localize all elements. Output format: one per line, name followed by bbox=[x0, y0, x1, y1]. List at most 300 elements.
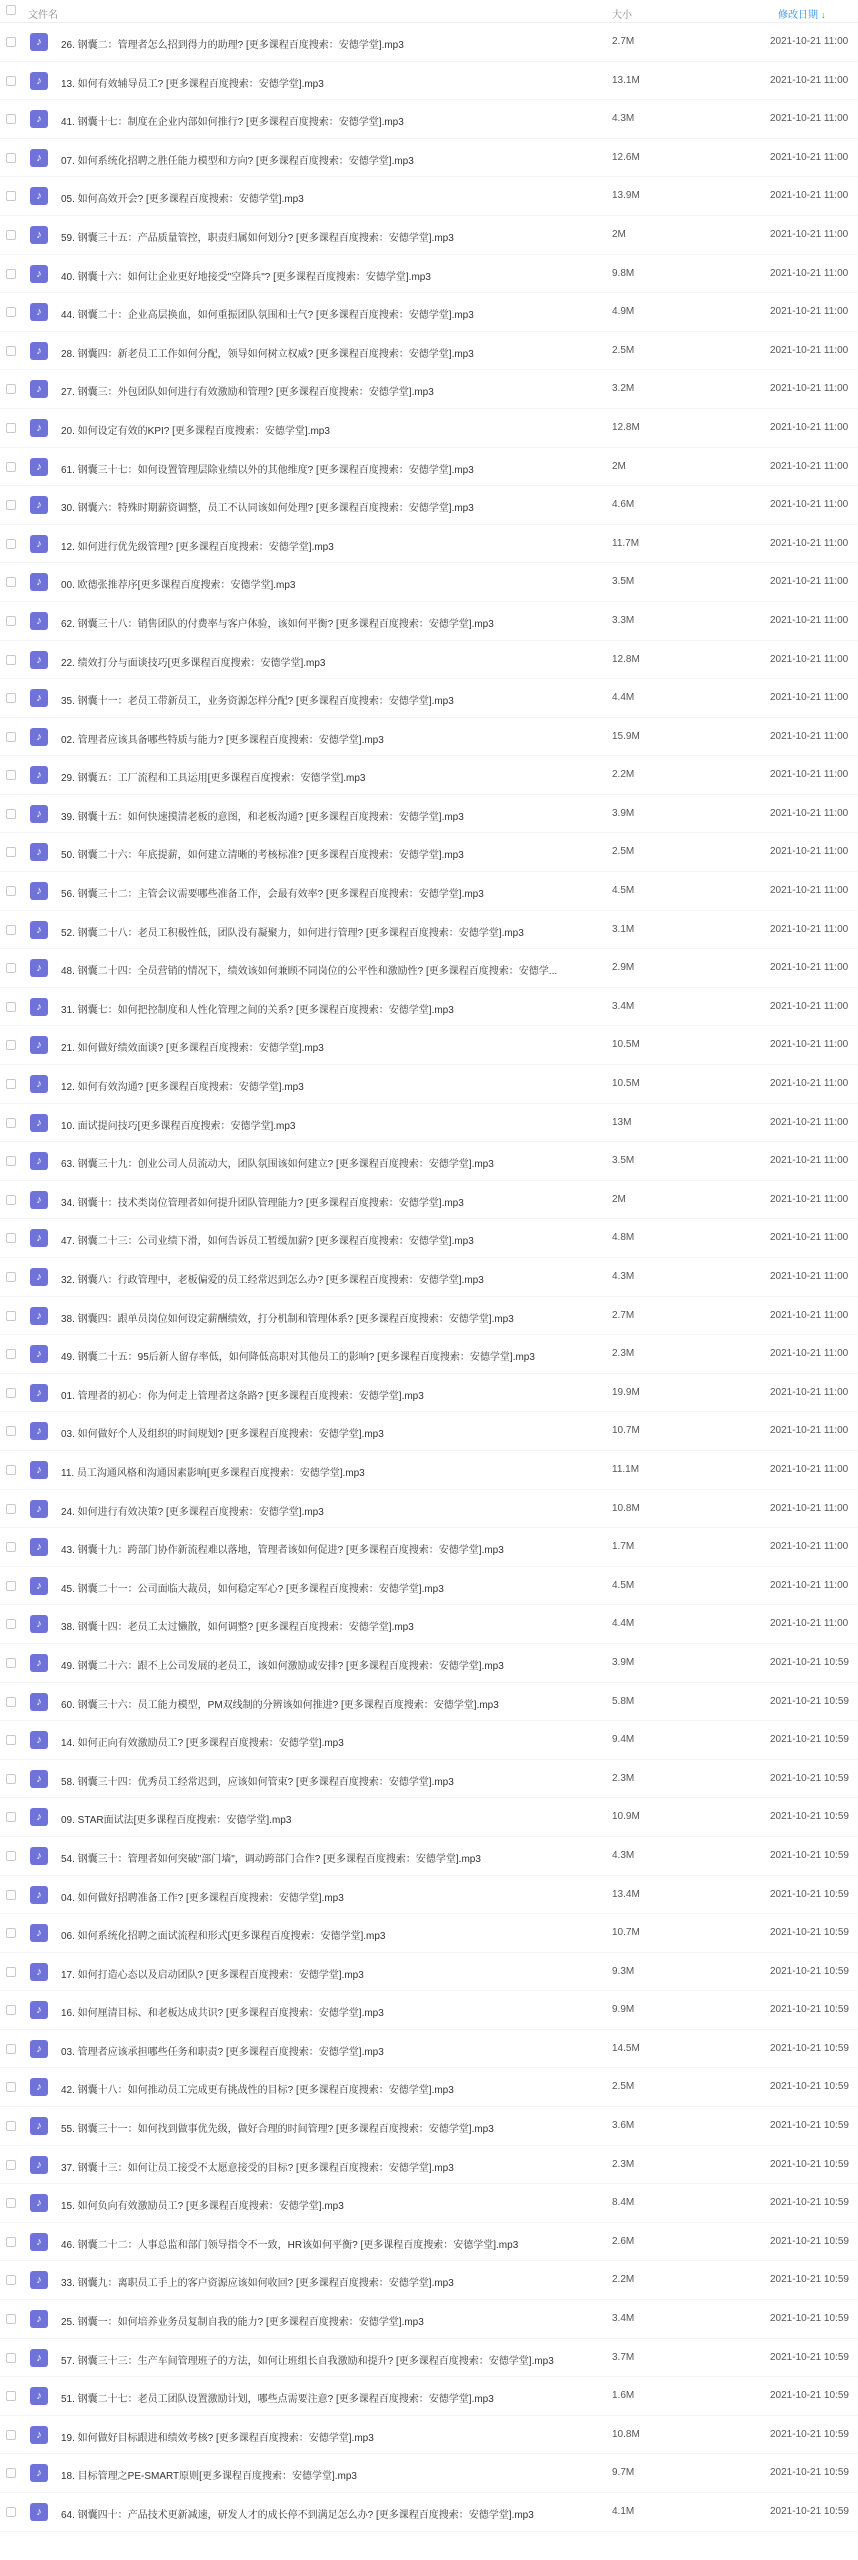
file-size: 4.1M bbox=[612, 2506, 635, 2517]
file-date: 2021-10-21 10:59 bbox=[770, 2004, 849, 2016]
file-size: 2.6M bbox=[612, 2235, 635, 2247]
file-size: 9.7M bbox=[612, 2467, 635, 2479]
file-row[interactable] bbox=[0, 833, 858, 872]
file-date: 2021-10-21 10:59 bbox=[770, 1695, 849, 1707]
row-checkbox[interactable] bbox=[6, 462, 16, 472]
file-row[interactable] bbox=[0, 1876, 858, 1915]
row-checkbox[interactable] bbox=[6, 1311, 16, 1321]
file-size: 8.4M bbox=[612, 2197, 635, 2209]
music-note-icon: ♪ bbox=[30, 959, 48, 977]
file-date: 2021-10-21 10:59 bbox=[770, 1656, 849, 1668]
row-checkbox[interactable] bbox=[6, 2275, 16, 2285]
file-row[interactable] bbox=[0, 1567, 858, 1606]
file-name[interactable]: 11. 员工沟通风格和沟通因素影响[更多课程百度搜索：安德学堂].mp3 bbox=[61, 1467, 365, 1479]
file-name[interactable]: 58. 钢囊三十四：优秀员工经常迟到，应该如何管束? [更多课程百度搜索：安德学堂].mp3 bbox=[61, 1776, 454, 1788]
file-name[interactable]: 56. 钢囊三十二：主管会议需要哪些准备工作，会最有效率? [更多课程百度搜索：安德学堂].mp3 bbox=[61, 889, 484, 901]
row-checkbox[interactable] bbox=[6, 577, 16, 587]
file-date: 2021-10-21 11:00 bbox=[770, 1502, 849, 1514]
file-row[interactable] bbox=[0, 602, 858, 641]
file-size: 2M bbox=[612, 1193, 626, 1205]
row-checkbox[interactable] bbox=[6, 307, 16, 317]
file-name[interactable]: 33. 钢囊九：离职员工手上的客户资源应该如何收回? [更多课程百度搜索：安德学堂].mp3 bbox=[61, 2278, 454, 2290]
file-size: 3.5M bbox=[612, 576, 635, 588]
row-checkbox[interactable] bbox=[6, 1426, 16, 1436]
file-name[interactable]: 19. 如何做好目标跟进和绩效考核? [更多课程百度搜索：安德学堂].mp3 bbox=[61, 2432, 374, 2444]
file-size: 3.1M bbox=[612, 923, 635, 935]
file-row[interactable] bbox=[0, 1683, 858, 1722]
file-size: 3.3M bbox=[612, 614, 635, 626]
file-row[interactable] bbox=[0, 872, 858, 911]
row-checkbox[interactable] bbox=[6, 2121, 16, 2131]
file-date: 2021-10-21 11:00 bbox=[770, 383, 849, 395]
file-date: 2021-10-21 10:59 bbox=[770, 2120, 849, 2132]
file-date: 2021-10-21 10:59 bbox=[770, 2390, 849, 2402]
file-size: 3.9M bbox=[612, 1656, 635, 1668]
row-checkbox[interactable] bbox=[6, 1774, 16, 1784]
arrow-down-icon: ↓ bbox=[821, 10, 826, 20]
file-size: 9.4M bbox=[612, 1734, 635, 1746]
file-name[interactable]: 12. 如何进行优先级管理? [更多课程百度搜索：安德学堂].mp3 bbox=[61, 541, 334, 553]
music-note-icon: ♪ bbox=[30, 998, 48, 1016]
music-note-icon: ♪ bbox=[30, 1886, 48, 1904]
file-size: 1.6M bbox=[612, 2390, 635, 2402]
file-name[interactable]: 20. 如何设定有效的KPI? [更多课程百度搜索：安德学堂].mp3 bbox=[61, 425, 330, 437]
file-row[interactable] bbox=[0, 255, 858, 294]
file-row[interactable] bbox=[0, 1721, 858, 1760]
file-row[interactable] bbox=[0, 1991, 858, 2030]
file-name[interactable]: 04. 如何做好招聘准备工作? [更多课程百度搜索：安德学堂].mp3 bbox=[61, 1892, 344, 1904]
file-row[interactable] bbox=[0, 2184, 858, 2223]
file-row[interactable] bbox=[0, 2030, 858, 2069]
row-checkbox[interactable] bbox=[6, 2005, 16, 2015]
file-row[interactable] bbox=[0, 1258, 858, 1297]
file-size: 11.1M bbox=[612, 1463, 640, 1475]
row-checkbox[interactable] bbox=[6, 153, 16, 163]
row-checkbox[interactable] bbox=[6, 1619, 16, 1629]
file-row[interactable] bbox=[0, 2261, 858, 2300]
file-name[interactable]: 49. 钢囊二十六：跟不上公司发展的老员工，该如何激励或安排? [更多课程百度搜索：安德学堂].mp3 bbox=[61, 1660, 504, 1672]
file-name[interactable]: 38. 钢囊四：跟单员岗位如何设定薪酬绩效，打分机制和管理体系? [更多课程百度搜索：安德学堂].mp3 bbox=[61, 1313, 514, 1325]
file-date: 2021-10-21 10:59 bbox=[770, 2506, 849, 2517]
music-note-icon: ♪ bbox=[30, 766, 48, 784]
music-note-icon: ♪ bbox=[30, 843, 48, 861]
file-row[interactable] bbox=[0, 718, 858, 757]
file-row[interactable] bbox=[0, 177, 858, 216]
file-name[interactable]: 42. 钢囊十八：如何推动员工完成更有挑战性的目标? [更多课程百度搜索：安德学堂].mp3 bbox=[61, 2085, 454, 2097]
row-checkbox[interactable] bbox=[6, 2044, 16, 2054]
file-name[interactable]: 12. 如何有效沟通? [更多课程百度搜索：安德学堂].mp3 bbox=[61, 1082, 304, 1094]
music-note-icon: ♪ bbox=[30, 1770, 48, 1788]
music-note-icon: ♪ bbox=[30, 1036, 48, 1054]
music-note-icon: ♪ bbox=[30, 1731, 48, 1749]
file-name[interactable]: 14. 如何正向有效激励员工? [更多课程百度搜索：安德学堂].mp3 bbox=[61, 1738, 344, 1750]
file-row[interactable] bbox=[0, 139, 858, 178]
select-all-checkbox[interactable] bbox=[6, 5, 16, 15]
row-checkbox[interactable] bbox=[6, 2430, 16, 2440]
row-checkbox[interactable] bbox=[6, 2507, 16, 2517]
file-name[interactable]: 59. 钢囊三十五：产品质量管控，职责归属如何划分? [更多课程百度搜索：安德学堂].mp3 bbox=[61, 232, 454, 244]
file-name[interactable]: 24. 如何进行有效决策? [更多课程百度搜索：安德学堂].mp3 bbox=[61, 1506, 324, 1518]
list-header bbox=[0, 0, 858, 23]
file-row[interactable] bbox=[0, 2377, 858, 2416]
file-date: 2021-10-21 11:00 bbox=[770, 460, 849, 472]
file-name[interactable]: 05. 如何高效开会? [更多课程百度搜索：安德学堂].mp3 bbox=[61, 194, 304, 206]
file-name[interactable]: 60. 钢囊三十六：员工能力模型，PM双线制的分辨该如何推进? [更多课程百度搜索：安德学堂].mp3 bbox=[61, 1699, 499, 1711]
file-date: 2021-10-21 11:00 bbox=[770, 1579, 849, 1591]
row-checkbox[interactable] bbox=[6, 847, 16, 857]
file-row[interactable] bbox=[0, 486, 858, 525]
row-checkbox[interactable] bbox=[6, 732, 16, 742]
file-row[interactable] bbox=[0, 2223, 858, 2262]
row-checkbox[interactable] bbox=[6, 1465, 16, 1475]
file-name[interactable]: 30. 钢囊六：特殊时期薪资调整，员工不认同该如何处理? [更多课程百度搜索：安德学堂].mp3 bbox=[61, 503, 474, 515]
row-checkbox[interactable] bbox=[6, 616, 16, 626]
file-date: 2021-10-21 10:59 bbox=[770, 1734, 849, 1746]
row-checkbox[interactable] bbox=[6, 809, 16, 819]
file-row[interactable] bbox=[0, 641, 858, 680]
file-row[interactable] bbox=[0, 1297, 858, 1336]
file-name[interactable]: 34. 钢囊十：技术类岗位管理者如何提升团队管理能力? [更多课程百度搜索：安德学堂].mp3 bbox=[61, 1197, 464, 1209]
music-note-icon: ♪ bbox=[30, 72, 48, 90]
row-checkbox[interactable] bbox=[6, 191, 16, 201]
row-checkbox[interactable] bbox=[6, 886, 16, 896]
file-name[interactable]: 54. 钢囊三十：管理者如何突破"部门墙"，调动跨部门合作? [更多课程百度搜索：安德学堂].mp3 bbox=[61, 1853, 481, 1865]
row-checkbox[interactable] bbox=[6, 1812, 16, 1822]
column-header-date-label: 修改日期 bbox=[778, 10, 818, 21]
music-note-icon: ♪ bbox=[30, 187, 48, 205]
file-row[interactable] bbox=[0, 1837, 858, 1876]
file-date: 2021-10-21 10:59 bbox=[770, 2428, 849, 2440]
file-name[interactable]: 09. STAR面试法[更多课程百度搜索：安德学堂].mp3 bbox=[61, 1815, 292, 1827]
file-date: 2021-10-21 11:00 bbox=[770, 1116, 849, 1128]
row-checkbox[interactable] bbox=[6, 2082, 16, 2092]
file-row[interactable] bbox=[0, 1798, 858, 1837]
row-checkbox[interactable] bbox=[6, 1735, 16, 1745]
file-name[interactable]: 44. 钢囊二十：企业高层换血，如何重振团队氛围和士气? [更多课程百度搜索：安德学堂].mp3 bbox=[61, 310, 474, 322]
file-size: 2.7M bbox=[612, 36, 635, 47]
file-name[interactable]: 17. 如何打造心态以及启动团队? [更多课程百度搜索：安德学堂].mp3 bbox=[61, 1969, 364, 1981]
file-size: 10.9M bbox=[612, 1811, 640, 1823]
row-checkbox[interactable] bbox=[6, 1272, 16, 1282]
file-name[interactable]: 63. 钢囊三十九：创业公司人员流动大，团队氛围该如何建立? [更多课程百度搜索：安德学堂].mp3 bbox=[61, 1159, 494, 1171]
file-row[interactable] bbox=[0, 679, 858, 718]
file-row[interactable] bbox=[0, 2454, 858, 2493]
file-size: 4.3M bbox=[612, 1849, 635, 1861]
music-note-icon: ♪ bbox=[30, 1268, 48, 1286]
row-checkbox[interactable] bbox=[6, 693, 16, 703]
file-name[interactable]: 32. 钢囊八：行政管理中，老板偏爱的员工经常迟到怎么办? [更多课程百度搜索：安德学堂].mp3 bbox=[61, 1275, 484, 1286]
row-checkbox[interactable] bbox=[6, 1851, 16, 1861]
row-checkbox[interactable] bbox=[6, 76, 16, 86]
file-name[interactable]: 46. 钢囊二十二：人事总监和部门领导指令不一致，HR该如何平衡? [更多课程百度搜索：安德学堂].mp3 bbox=[61, 2239, 519, 2251]
music-note-icon: ♪ bbox=[30, 419, 48, 437]
row-checkbox[interactable] bbox=[6, 770, 16, 780]
file-row[interactable] bbox=[0, 2107, 858, 2146]
music-note-icon: ♪ bbox=[30, 380, 48, 398]
file-size: 10.5M bbox=[612, 1039, 640, 1051]
file-name[interactable]: 43. 钢囊十九：跨部门协作新流程难以落地，管理者该如何促进? [更多课程百度搜索：安德学堂].mp3 bbox=[61, 1545, 504, 1557]
file-name[interactable]: 55. 钢囊三十一：如何找到做事优先级，做好合理的时间管理? [更多课程百度搜索：安德学堂].mp3 bbox=[61, 2124, 494, 2136]
file-date: 2021-10-21 10:59 bbox=[770, 2197, 849, 2209]
file-date: 2021-10-21 10:59 bbox=[770, 1849, 849, 1861]
row-checkbox[interactable] bbox=[6, 925, 16, 935]
file-row[interactable] bbox=[0, 2300, 858, 2339]
row-checkbox[interactable] bbox=[6, 1890, 16, 1900]
row-checkbox[interactable] bbox=[6, 2353, 16, 2363]
row-checkbox[interactable] bbox=[6, 1002, 16, 1012]
row-checkbox[interactable] bbox=[6, 963, 16, 973]
file-row[interactable] bbox=[0, 2146, 858, 2185]
row-checkbox[interactable] bbox=[6, 1233, 16, 1243]
row-checkbox[interactable] bbox=[6, 1195, 16, 1205]
file-row[interactable] bbox=[0, 1953, 858, 1992]
row-checkbox[interactable] bbox=[6, 1697, 16, 1707]
music-note-icon: ♪ bbox=[30, 2001, 48, 2019]
file-row[interactable] bbox=[0, 2493, 858, 2532]
file-name[interactable]: 16. 如何厘清目标、和老板达成共识? [更多课程百度搜索：安德学堂].mp3 bbox=[61, 2008, 384, 2020]
file-row[interactable] bbox=[0, 23, 858, 62]
music-note-icon: ♪ bbox=[30, 1615, 48, 1633]
music-note-icon: ♪ bbox=[30, 1422, 48, 1440]
file-date: 2021-10-21 11:00 bbox=[770, 190, 849, 202]
row-checkbox[interactable] bbox=[6, 1967, 16, 1977]
file-row[interactable] bbox=[0, 1065, 858, 1104]
file-date: 2021-10-21 11:00 bbox=[770, 730, 849, 742]
row-checkbox[interactable] bbox=[6, 37, 16, 47]
file-row[interactable] bbox=[0, 988, 858, 1027]
file-row[interactable] bbox=[0, 911, 858, 950]
music-note-icon: ♪ bbox=[30, 2387, 48, 2405]
music-note-icon: ♪ bbox=[30, 1114, 48, 1132]
file-name[interactable]: 01. 管理者的初心：你为何走上管理者这条路? [更多课程百度搜索：安德学堂].mp3 bbox=[61, 1390, 424, 1402]
file-row[interactable] bbox=[0, 293, 858, 332]
file-name[interactable]: 48. 钢囊二十四：全员营销的情况下，绩效该如何兼顾不同岗位的公平性和激励性? [更多课程百度搜索：安德学... bbox=[61, 966, 558, 978]
file-name[interactable]: 22. 绩效打分与面谈技巧[更多课程百度搜索：安德学堂].mp3 bbox=[61, 657, 326, 669]
file-name[interactable]: 02. 管理者应该具备哪些特质与能力? [更多课程百度搜索：安德学堂].mp3 bbox=[61, 734, 384, 746]
row-checkbox[interactable] bbox=[6, 1504, 16, 1514]
file-row[interactable] bbox=[0, 216, 858, 255]
file-name[interactable]: 28. 钢囊四：新老员工工作如何分配，领导如何树立权威? [更多课程百度搜索：安德学堂].mp3 bbox=[61, 348, 474, 360]
file-size: 4.3M bbox=[612, 113, 635, 125]
file-size: 9.3M bbox=[612, 1965, 635, 1977]
file-row[interactable] bbox=[0, 1219, 858, 1258]
file-row[interactable] bbox=[0, 756, 858, 795]
file-date: 2021-10-21 11:00 bbox=[770, 1541, 849, 1553]
row-checkbox[interactable] bbox=[6, 269, 16, 279]
music-note-icon: ♪ bbox=[30, 1654, 48, 1672]
file-row[interactable] bbox=[0, 2416, 858, 2455]
row-checkbox[interactable] bbox=[6, 346, 16, 356]
file-name[interactable]: 31. 钢囊七：如何把控制度和人性化管理之间的关系? [更多课程百度搜索：安德学堂].mp3 bbox=[61, 1004, 454, 1016]
file-date: 2021-10-21 11:00 bbox=[770, 1309, 849, 1321]
file-row[interactable] bbox=[0, 1142, 858, 1181]
row-checkbox[interactable] bbox=[6, 423, 16, 433]
file-row[interactable] bbox=[0, 100, 858, 139]
file-name[interactable]: 13. 如何有效辅导员工? [更多课程百度搜索：安德学堂].mp3 bbox=[61, 78, 324, 90]
file-date: 2021-10-21 10:59 bbox=[770, 2274, 849, 2286]
column-header-name[interactable]: 文件名 bbox=[28, 10, 58, 21]
music-note-icon: ♪ bbox=[30, 496, 48, 514]
file-size: 14.5M bbox=[612, 2042, 640, 2054]
file-row[interactable] bbox=[0, 1335, 858, 1374]
file-row[interactable] bbox=[0, 1451, 858, 1490]
row-checkbox[interactable] bbox=[6, 1118, 16, 1128]
file-row[interactable] bbox=[0, 2339, 858, 2378]
music-note-icon: ♪ bbox=[30, 2503, 48, 2521]
file-name[interactable]: 06. 如何系统化招聘之面试流程和形式[更多课程百度搜索：安德学堂].mp3 bbox=[61, 1931, 386, 1943]
file-size: 2.7M bbox=[612, 1309, 635, 1321]
row-checkbox[interactable] bbox=[6, 114, 16, 124]
row-checkbox[interactable] bbox=[6, 1040, 16, 1050]
file-row[interactable] bbox=[0, 1490, 858, 1529]
file-name[interactable]: 03. 如何做好个人及组织的时间规划? [更多课程百度搜索：安德学堂].mp3 bbox=[61, 1429, 384, 1441]
row-checkbox[interactable] bbox=[6, 2198, 16, 2208]
file-size: 13.9M bbox=[612, 190, 640, 202]
file-row[interactable] bbox=[0, 1528, 858, 1567]
file-name[interactable]: 07. 如何系统化招聘之胜任能力模型和方向? [更多课程百度搜索：安德学堂].mp3 bbox=[61, 155, 414, 167]
file-name[interactable]: 61. 钢囊三十七：如何设置管理层除业绩以外的其他维度? [更多课程百度搜索：安德学堂].mp3 bbox=[61, 464, 474, 476]
file-name[interactable]: 49. 钢囊二十五：95后新人留存率低，如何降低高职对其他员工的影响? [更多课程百度搜索：安德学堂].mp3 bbox=[61, 1352, 535, 1364]
file-size: 10.7M bbox=[612, 1927, 640, 1939]
music-note-icon: ♪ bbox=[30, 2310, 48, 2328]
row-checkbox[interactable] bbox=[6, 1928, 16, 1938]
file-date: 2021-10-21 10:59 bbox=[770, 2158, 849, 2170]
file-date: 2021-10-21 11:00 bbox=[770, 306, 849, 318]
file-name[interactable]: 45. 钢囊二十一：公司面临大裁员，如何稳定军心? [更多课程百度搜索：安德学堂].mp3 bbox=[61, 1583, 444, 1595]
file-date: 2021-10-21 10:59 bbox=[770, 2042, 849, 2054]
file-size: 2.3M bbox=[612, 1772, 635, 1784]
file-row[interactable] bbox=[0, 332, 858, 371]
file-name[interactable]: 00. 欧德张推荐序[更多课程百度搜索：安德学堂].mp3 bbox=[61, 580, 296, 592]
file-size: 4.6M bbox=[612, 499, 635, 511]
file-date: 2021-10-21 10:59 bbox=[770, 1965, 849, 1977]
file-size: 4.8M bbox=[612, 1232, 635, 1244]
file-row[interactable] bbox=[0, 949, 858, 988]
music-note-icon: ♪ bbox=[30, 33, 48, 51]
music-note-icon: ♪ bbox=[30, 149, 48, 167]
file-date: 2021-10-21 11:00 bbox=[770, 499, 849, 511]
file-row[interactable] bbox=[0, 525, 858, 564]
file-row[interactable] bbox=[0, 1644, 858, 1683]
file-date: 2021-10-21 11:00 bbox=[770, 1232, 849, 1244]
file-row[interactable] bbox=[0, 1374, 858, 1413]
file-row[interactable] bbox=[0, 62, 858, 101]
row-checkbox[interactable] bbox=[6, 2237, 16, 2247]
row-checkbox[interactable] bbox=[6, 1658, 16, 1668]
file-row[interactable] bbox=[0, 370, 858, 409]
file-name[interactable]: 52. 钢囊二十八：老员工积极性低，团队没有凝聚力，如何进行管理? [更多课程百度搜索：安德学堂].mp3 bbox=[61, 927, 524, 939]
file-name[interactable]: 62. 钢囊三十八：销售团队的付费率与客户体验，该如何平衡? [更多课程百度搜索：安德学堂].mp3 bbox=[61, 618, 494, 630]
row-checkbox[interactable] bbox=[6, 500, 16, 510]
row-checkbox[interactable] bbox=[6, 384, 16, 394]
file-row[interactable] bbox=[0, 1760, 858, 1799]
file-date: 2021-10-21 11:00 bbox=[770, 769, 849, 781]
file-size: 4.4M bbox=[612, 692, 635, 704]
row-checkbox[interactable] bbox=[6, 2160, 16, 2170]
file-row[interactable] bbox=[0, 795, 858, 834]
file-size: 4.4M bbox=[612, 1618, 635, 1630]
row-checkbox[interactable] bbox=[6, 2391, 16, 2401]
column-header-date[interactable] bbox=[778, 6, 826, 21]
file-name[interactable]: 51. 钢囊二十七：老员工团队设置激励计划，哪些点需要注意? [更多课程百度搜索：安德学堂].mp3 bbox=[61, 2394, 494, 2406]
file-name[interactable]: 03. 管理者应该承担哪些任务和职责? [更多课程百度搜索：安德学堂].mp3 bbox=[61, 2046, 384, 2058]
column-header-size[interactable]: 大小 bbox=[612, 10, 632, 21]
file-name[interactable]: 27. 钢囊三：外包团队如何进行有效激励和管理? [更多课程百度搜索：安德学堂].mp3 bbox=[61, 387, 434, 399]
file-date: 2021-10-21 11:00 bbox=[770, 344, 849, 356]
file-size: 2M bbox=[612, 228, 626, 240]
file-name[interactable]: 41. 钢囊十七：制度在企业内部如何推行? [更多课程百度搜索：安德学堂].mp3 bbox=[61, 117, 404, 129]
music-note-icon: ♪ bbox=[30, 1191, 48, 1209]
file-size: 12.8M bbox=[612, 421, 640, 433]
file-date: 2021-10-21 10:59 bbox=[770, 2235, 849, 2247]
file-row[interactable] bbox=[0, 1412, 858, 1451]
file-name[interactable]: 47. 钢囊二十三：公司业绩下滑，如何告诉员工暂缓加薪? [更多课程百度搜索：安德学堂].mp3 bbox=[61, 1236, 474, 1248]
music-note-icon: ♪ bbox=[30, 1808, 48, 1826]
file-name[interactable]: 50. 钢囊二十六：年底提薪，如何建立清晰的考核标准? [更多课程百度搜索：安德学堂].mp3 bbox=[61, 850, 464, 862]
file-row[interactable] bbox=[0, 1605, 858, 1644]
row-checkbox[interactable] bbox=[6, 1542, 16, 1552]
file-name[interactable]: 40. 钢囊十六：如何让企业更好地接受"空降兵"? [更多课程百度搜索：安德学堂].mp3 bbox=[61, 271, 431, 283]
row-checkbox[interactable] bbox=[6, 1156, 16, 1166]
file-name[interactable]: 38. 钢囊十四：老员工太过懒散，如何调整? [更多课程百度搜索：安德学堂].mp3 bbox=[61, 1622, 414, 1634]
row-checkbox[interactable] bbox=[6, 1581, 16, 1591]
row-checkbox[interactable] bbox=[6, 1079, 16, 1089]
file-size: 13.1M bbox=[612, 74, 640, 86]
file-date: 2021-10-21 11:00 bbox=[770, 1425, 849, 1437]
file-row[interactable] bbox=[0, 448, 858, 487]
file-name[interactable]: 57. 钢囊三十三：生产车间管理班子的方法，如何让班组长自我激励和提升? [更多课程百度搜索：安德学堂].mp3 bbox=[61, 2355, 554, 2367]
file-row[interactable] bbox=[0, 409, 858, 448]
file-name[interactable]: 21. 如何做好绩效面谈? [更多课程百度搜索：安德学堂].mp3 bbox=[61, 1043, 324, 1055]
file-name[interactable]: 15. 如何负向有效激励员工? [更多课程百度搜索：安德学堂].mp3 bbox=[61, 2201, 344, 2213]
file-size: 9.8M bbox=[612, 267, 635, 279]
music-note-icon: ♪ bbox=[30, 2426, 48, 2444]
file-size: 2.5M bbox=[612, 846, 635, 858]
file-name[interactable]: 10. 面试提问技巧[更多课程百度搜索：安德学堂].mp3 bbox=[61, 1120, 296, 1132]
file-name[interactable]: 35. 钢囊十一：老员工带新员工，业务资源怎样分配? [更多课程百度搜索：安德学堂].mp3 bbox=[61, 696, 454, 708]
row-checkbox[interactable] bbox=[6, 655, 16, 665]
music-note-icon: ♪ bbox=[30, 1538, 48, 1556]
file-row[interactable] bbox=[0, 2068, 858, 2107]
file-name[interactable]: 25. 钢囊一：如何培养业务员复制自我的能力? [更多课程百度搜索：安德学堂].mp3 bbox=[61, 2317, 424, 2329]
row-checkbox[interactable] bbox=[6, 1349, 16, 1359]
row-checkbox[interactable] bbox=[6, 1388, 16, 1398]
file-name[interactable]: 64. 钢囊四十：产品技术更新减速，研发人才的成长停不到满足怎么办? [更多课程百度搜索：安德学堂].mp3 bbox=[61, 2510, 534, 2521]
file-row[interactable] bbox=[0, 1026, 858, 1065]
file-name[interactable]: 18. 目标管理之PE-SMART原则[更多课程百度搜索：安德学堂].mp3 bbox=[61, 2471, 357, 2483]
file-row[interactable] bbox=[0, 1181, 858, 1220]
file-name[interactable]: 26. 钢囊二：管理者怎么招到得力的助理? [更多课程百度搜索：安德学堂].mp3 bbox=[61, 40, 404, 51]
file-name[interactable]: 39. 钢囊十五：如何快速摸清老板的意图，和老板沟通? [更多课程百度搜索：安德学堂].mp3 bbox=[61, 811, 464, 823]
file-size: 4.5M bbox=[612, 1579, 635, 1591]
file-row[interactable] bbox=[0, 1914, 858, 1953]
file-row[interactable] bbox=[0, 563, 858, 602]
music-note-icon: ♪ bbox=[30, 342, 48, 360]
file-size: 9.9M bbox=[612, 2004, 635, 2016]
file-name[interactable]: 29. 钢囊五：工厂流程和工具运用[更多课程百度搜索：安德学堂].mp3 bbox=[61, 773, 366, 785]
music-note-icon: ♪ bbox=[30, 458, 48, 476]
file-date: 2021-10-21 11:00 bbox=[770, 74, 849, 86]
row-checkbox[interactable] bbox=[6, 230, 16, 240]
row-checkbox[interactable] bbox=[6, 539, 16, 549]
file-name[interactable]: 37. 钢囊十三：如何让员工接受不太愿意接受的目标? [更多课程百度搜索：安德学堂].mp3 bbox=[61, 2162, 454, 2174]
file-row[interactable] bbox=[0, 1104, 858, 1143]
file-size: 2.5M bbox=[612, 344, 635, 356]
row-checkbox[interactable] bbox=[6, 2314, 16, 2324]
music-note-icon: ♪ bbox=[30, 2078, 48, 2096]
row-checkbox[interactable] bbox=[6, 2468, 16, 2478]
file-date: 2021-10-21 11:00 bbox=[770, 113, 849, 125]
